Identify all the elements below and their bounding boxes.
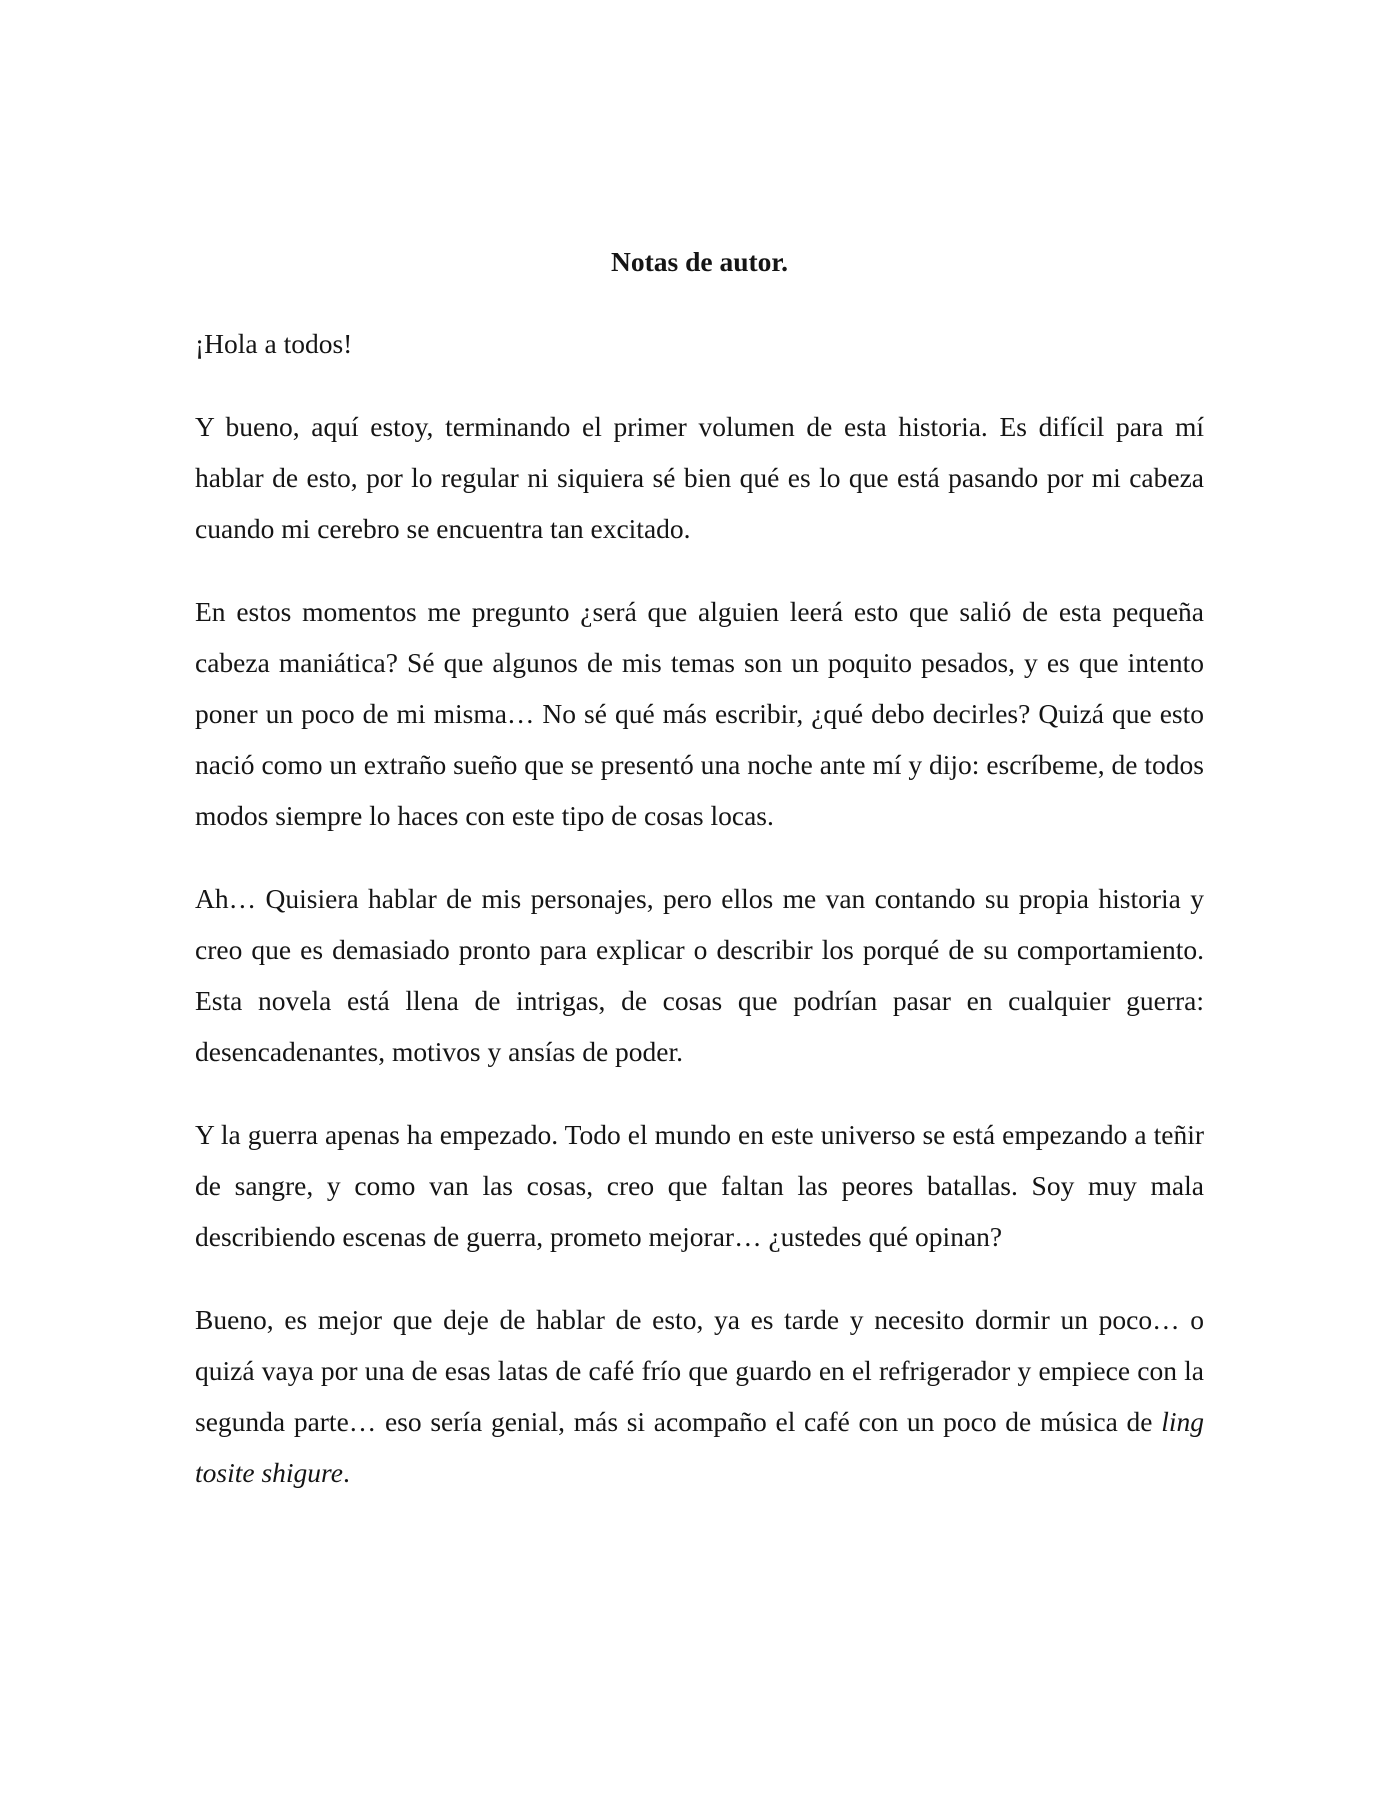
paragraph-5-end: . [342,1457,350,1488]
document-title: Notas de autor. [611,246,788,277]
paragraph-3: Ah… Quisiera hablar de mis personajes, pero ellos me van contando su propia historia y creo que es demasiado pronto para explicar o describir los porqué de su comportamiento. Esta novela está llena de intrigas, de cosas que podrían pasar en cualquier guerra: desencadenantes, motivos y ansías de poder. [195,883,1204,1067]
paragraph-4: Y la guerra apenas ha empezado. Todo el mundo en este universo se está empezando a teñir de sangre, y como van las cosas, creo que faltan las peores batallas. Soy muy mala describiendo escenas de guerra, prometo mejorar… ¿ustedes qué opinan? [195,1119,1204,1252]
paragraph-2: En estos momentos me pregunto ¿será que alguien leerá esto que salió de esta pequeña cabeza maniática? Sé que algunos de mis temas son un poquito pesados, y es que intento poner un poco de mi misma… No sé qué más escribir, ¿qué debo decirles? Quizá que esto nació como un extraño sueño que se presentó una noche ante mí y dijo: escríbeme, de todos modos siempre lo haces con este tipo de cosas locas. [195,596,1204,831]
paragraph-5-text: Bueno, es mejor que deje de hablar de esto, ya es tarde y necesito dormir un poco… o quizá vaya por una de esas latas de café frío que guardo en el refrigerador y empiece con la segunda parte… eso sería genial, más si acompaño el café con un poco de música de [195,1304,1204,1437]
band-name-italic: ling tosite shigure [195,1406,1204,1488]
document-page [195,236,1204,1530]
paragraph-1: Y bueno, aquí estoy, terminando el primer volumen de esta historia. Es difícil para mí hablar de esto, por lo regular ni siquiera sé bien qué es lo que está pasando por mi cabeza cuando mi cerebro se encuentra tan excitado. [195,411,1204,544]
greeting-paragraph: ¡Hola a todos! [195,328,353,359]
paragraph-5 [195,1294,1204,1498]
